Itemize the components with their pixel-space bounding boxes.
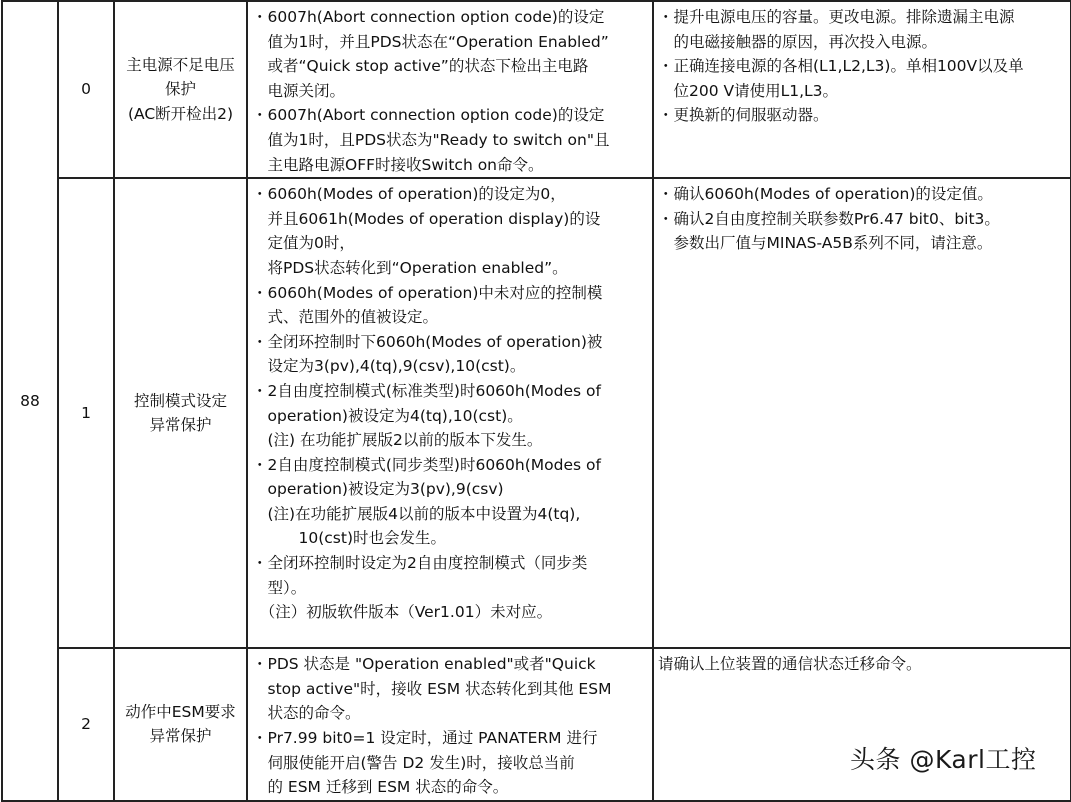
name-line: (AC断开检出2) [127, 104, 234, 123]
cause-line: 定值为0时， [252, 234, 355, 253]
sub-code: 0 [81, 80, 91, 99]
action-line: 请确认上位装置的通信状态迁移命令。 [658, 655, 922, 674]
cause-line: ・6060h(Modes of operation)中未对应的控制模 [252, 283, 603, 302]
sub-code: 1 [81, 403, 91, 422]
cause-line: 型）。 [252, 578, 307, 597]
cause-line: (注) 在功能扩展版2以前的版本下发生。 [252, 431, 543, 450]
action-line: ・更换新的伺服驱动器。 [658, 106, 829, 125]
action-list [654, 649, 1070, 677]
error-code-table [1, 0, 1071, 802]
cause-line: 将PDS状态转化到“Operation enabled”。 [252, 258, 568, 277]
name-line: 动作中ESM要求 [125, 702, 236, 721]
cause-line: 值为1时，并且PDS状态在“Operation Enabled” [252, 32, 609, 51]
cause-line: 或者“Quick stop active”的状态下检出主电路 [252, 57, 589, 76]
action-cell [653, 1, 1071, 178]
action-line: ・确认2自由度控制关联参数Pr6.47 bit0、bit3。 [658, 209, 1000, 228]
cause-line: 状态的命令。 [252, 704, 361, 723]
cause-line: ・2自由度控制模式(标准类型)时6060h(Modes of [252, 381, 601, 400]
cause-line: ・6060h(Modes of operation)的设定为0， [252, 185, 566, 204]
cause-line: ・6007h(Abort connection option code)的设定 [252, 8, 605, 26]
cause-line: ・全闭环控制时下6060h(Modes of operation)被 [252, 332, 603, 351]
name-line: 控制模式设定 [133, 391, 227, 410]
name-cell [114, 648, 247, 801]
cause-list [248, 179, 652, 625]
cause-line: 并且6061h(Modes of operation display)的设 [252, 209, 601, 228]
action-cell [653, 648, 1071, 801]
cause-line: (注)在功能扩展版4以前的版本中设置为4(tq), [252, 504, 581, 523]
cause-line: 10(cst)时也会发生。 [252, 529, 446, 548]
cause-line: 主电路电源OFF时接收Switch on命令。 [252, 155, 544, 174]
action-line: 的电磁接触器的原因，再次投入电源。 [658, 32, 938, 51]
cause-line: 的 ESM 迁移到 ESM 状态的命令。 [252, 778, 509, 797]
name-line: 异常保护 [149, 727, 212, 746]
table-row [2, 1, 1071, 178]
table-row [2, 178, 1071, 648]
name-cell [114, 1, 247, 178]
cause-line: ・6007h(Abort connection option code)的设定 [252, 106, 605, 125]
cause-line: operation)被设定为4(tq),10(cst)。 [252, 406, 523, 425]
main-code: 88 [20, 391, 40, 410]
cause-line: 值为1时，且PDS状态为"Ready to switch on"且 [252, 130, 610, 149]
watermark-text: 头条 @Karl工控 [850, 745, 1037, 774]
cause-line: 电源关闭。 [252, 81, 346, 100]
main-code-cell [2, 1, 58, 801]
cause-line: 设定为3(pv),4(tq),9(csv),10(cst)。 [252, 357, 526, 376]
action-line: ・正确连接电源的各相(L1,L2,L3)。单相100V以及单 [658, 57, 1024, 76]
cause-line: stop active"时，接收 ESM 状态转化到其他 ESM [252, 679, 612, 698]
action-line: 位200 V请使用L1,L3。 [658, 81, 839, 100]
name-line: 主电源不足电压 [126, 55, 235, 74]
action-line: ・确认6060h(Modes of operation)的设定值。 [658, 185, 993, 204]
sub-code-cell [58, 1, 114, 178]
cause-line: ・PDS 状态是 "Operation enabled"或者"Quick [252, 655, 596, 674]
name-line: 保护 [164, 80, 196, 99]
name-cell [114, 178, 247, 648]
cause-line: operation)被设定为3(pv),9(csv) [252, 480, 504, 499]
cause-line: 伺服使能开启(警告 D2 发生)时，接收总当前 [252, 753, 575, 772]
cause-list [248, 649, 652, 800]
action-line: ・提升电源电压的容量。更改电源。排除遗漏主电源 [658, 8, 1015, 26]
cause-list [248, 2, 652, 177]
cause-line: 式、范围外的值被设定。 [252, 308, 439, 327]
sub-code-cell [58, 178, 114, 648]
sub-code: 2 [81, 715, 91, 734]
cause-line: ・Pr7.99 bit0=1 设定时，通过 PANATERM 进行 [252, 728, 598, 747]
cause-line: ・全闭环控制时设定为2自由度控制模式（同步类 [252, 554, 588, 573]
cause-cell [247, 1, 653, 178]
cause-cell [247, 178, 653, 648]
table-row [2, 648, 1071, 801]
action-line: 参数出厂值与MINAS-A5B系列不同，请注意。 [658, 234, 993, 253]
name-line: 异常保护 [149, 416, 212, 435]
cause-cell [247, 648, 653, 801]
action-cell [653, 178, 1071, 648]
cause-line: ・2自由度控制模式(同步类型)时6060h(Modes of [252, 455, 601, 474]
sub-code-cell [58, 648, 114, 801]
cause-line: （注）初版软件版本（Ver1.01）未对应。 [252, 603, 553, 622]
action-list [654, 2, 1070, 128]
action-list [654, 179, 1070, 256]
